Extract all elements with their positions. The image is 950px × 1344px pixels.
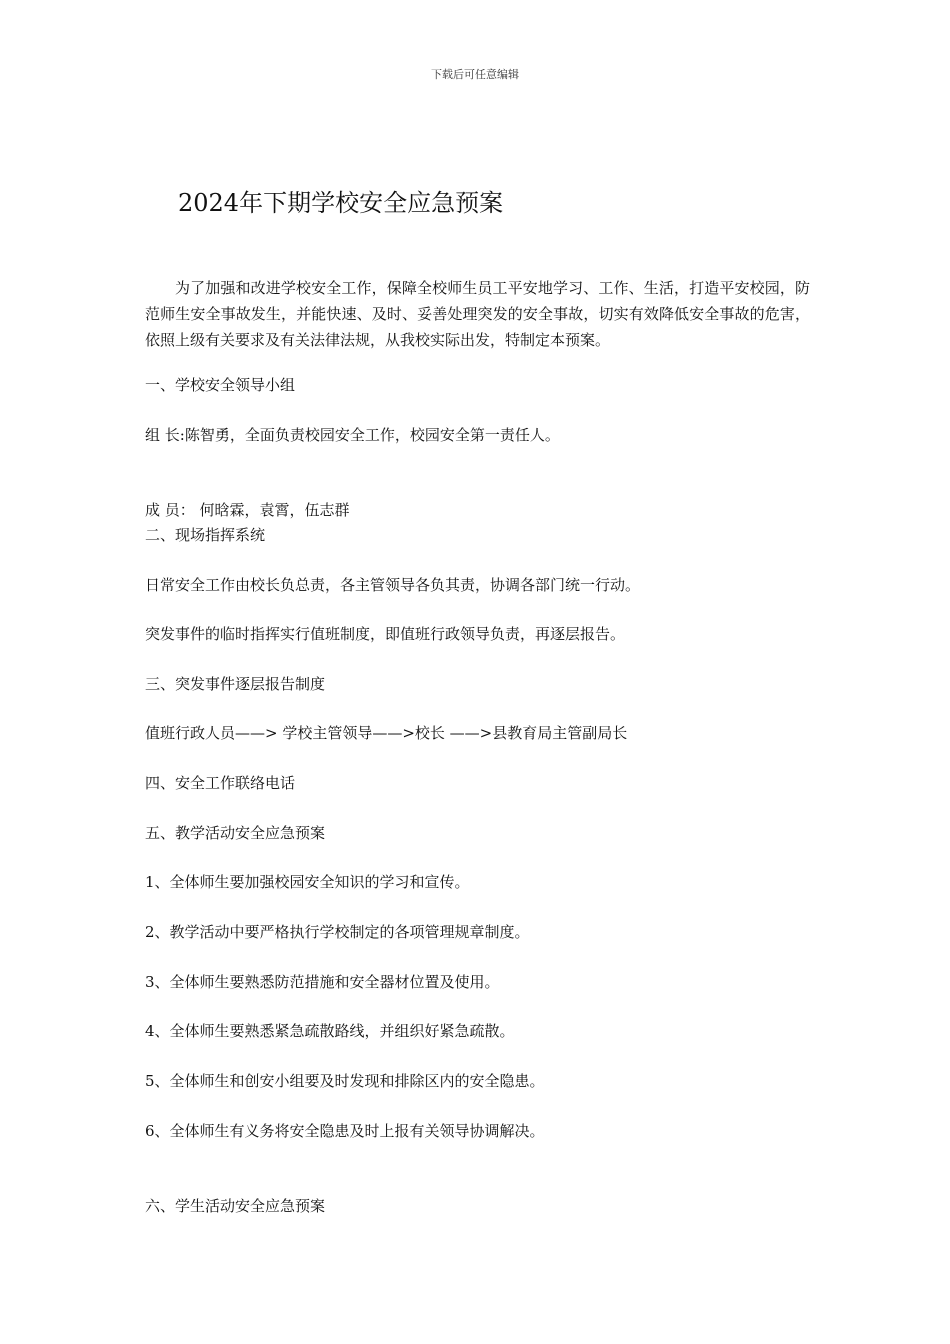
section-heading-teaching: 五、教学活动安全应急预案 xyxy=(145,824,326,842)
leader-line: 组 长:陈智勇，全面负责校园安全工作，校园安全第一责任人。 xyxy=(145,426,560,444)
intro-paragraph: 为了加强和改进学校安全工作，保障全校师生员工平安地学习、工作、生活，打造平安校园，防范师生安全事故发生，并能快速、及时、妥善处理突发的安全事故，切实有效降低安全事故的危害，依照上级有关要求及有关法律法规，从我校实际出发，特制定本预案。 xyxy=(145,279,810,349)
download-editable-note: 下载后可任意编辑 xyxy=(431,68,519,81)
section-heading-reporting: 三、突发事件逐层报告制度 xyxy=(145,675,326,693)
section-heading-command: 二、现场指挥系统 xyxy=(145,526,266,544)
command-line-daily: 日常安全工作由校长负总责，各主管领导各负其责，协调各部门统一行动。 xyxy=(145,576,641,594)
command-line-emergency: 突发事件的临时指挥实行值班制度，即值班行政领导负责，再逐层报告。 xyxy=(145,625,626,643)
list-item: 6、全体师生有义务将安全隐患及时上报有关领导协调解决。 xyxy=(145,1122,545,1140)
list-item: 1、全体师生要加强校园安全知识的学习和宣传。 xyxy=(145,873,470,891)
section-heading-contacts: 四、安全工作联络电话 xyxy=(145,774,296,792)
members-line: 成 员： 何晗霖，袁霄，伍志群 xyxy=(145,501,350,519)
section-heading-leadership: 一、学校安全领导小组 xyxy=(145,376,296,394)
list-item: 2、教学活动中要严格执行学校制定的各项管理规章制度。 xyxy=(145,923,530,941)
list-item: 5、全体师生和创安小组要及时发现和排除区内的安全隐患。 xyxy=(145,1072,545,1090)
report-chain: 值班行政人员——> 学校主管领导——>校长 ——>县教育局主管副局长 xyxy=(145,724,628,742)
section-heading-student-activities: 六、学生活动安全应急预案 xyxy=(145,1197,326,1215)
list-item: 4、全体师生要熟悉紧急疏散路线，并组织好紧急疏散。 xyxy=(145,1022,515,1040)
document-title: 2024年下期学校安全应急预案 xyxy=(178,189,504,217)
list-item: 3、全体师生要熟悉防范措施和安全器材位置及使用。 xyxy=(145,973,500,991)
